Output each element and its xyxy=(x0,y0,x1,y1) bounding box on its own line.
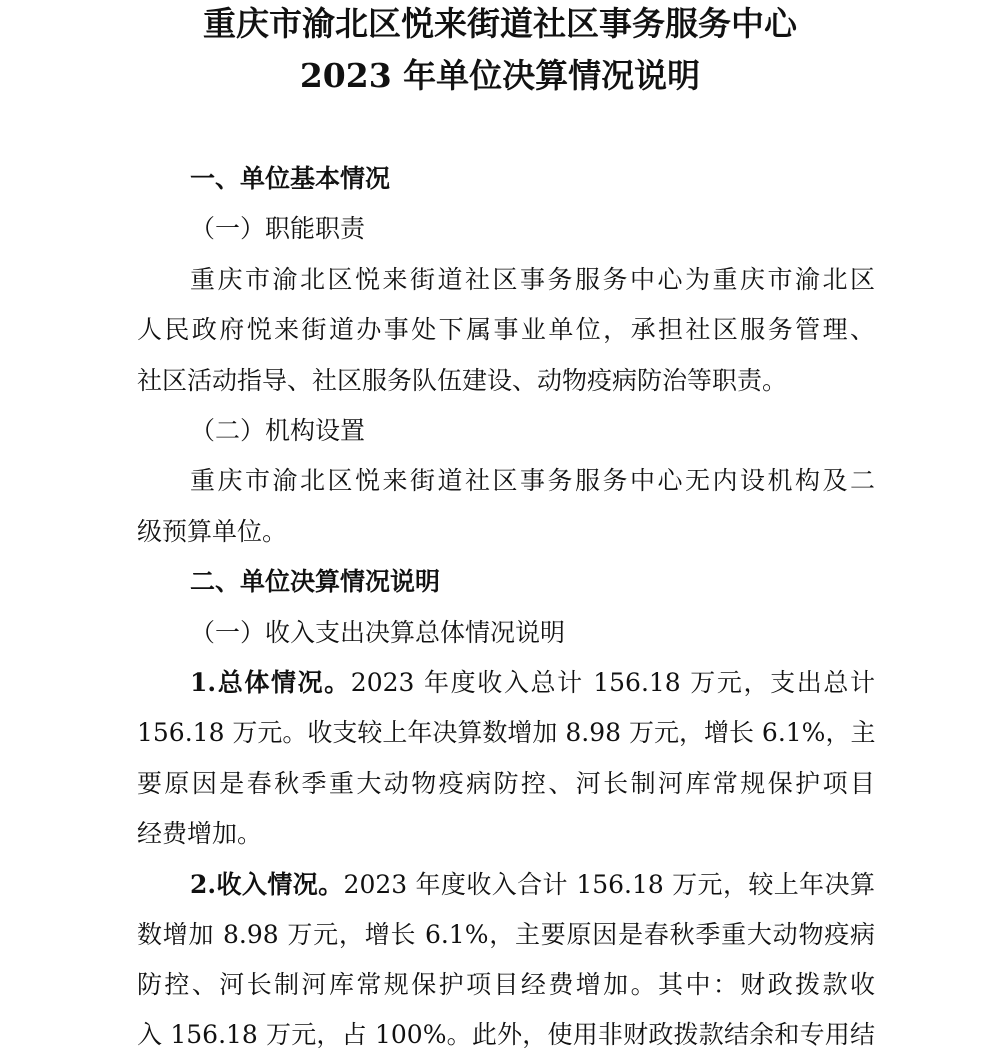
section-1-sub-2-heading: （二）机构设置 xyxy=(190,416,366,445)
paragraph-lead: 1.总体情况。 xyxy=(190,668,351,697)
section-2-heading: 二、单位决算情况说明 xyxy=(190,567,441,596)
paragraph-line: 要原因是春秋季重大动物疫病防控、河长制河库常规保护项目 xyxy=(137,769,875,798)
paragraph-first-line xyxy=(190,665,875,701)
paragraph-line: 社区活动指导、社区服务队伍建设、动物疫病防治等职责。 xyxy=(137,366,788,395)
paragraph-lead: 2.收入情况。 xyxy=(190,870,344,899)
section-1-sub-1-heading: （一）职能职责 xyxy=(190,214,366,243)
paragraph-line: 入 156.18 万元，占 100%。此外，使用非财政拨款结余和专用结 xyxy=(137,1020,875,1049)
document-title-line-1: 重庆市渝北区悦来街道社区事务服务中心 xyxy=(203,4,797,43)
paragraph-line: 重庆市渝北区悦来街道社区事务服务中心为重庆市渝北区 xyxy=(190,265,875,294)
document-title-line-2: 2023 年单位决算情况说明 xyxy=(299,56,701,95)
paragraph-text: 2023 年度收入合计 156.18 万元，较上年决算 xyxy=(343,870,875,899)
paragraph-line: 人民政府悦来街道办事处下属事业单位，承担社区服务管理、 xyxy=(137,315,875,344)
paragraph-line: 经费增加。 xyxy=(137,819,263,848)
paragraph-first-line xyxy=(190,867,875,903)
section-2-sub-1-heading: （一）收入支出决算总体情况说明 xyxy=(190,618,566,647)
paragraph-line: 重庆市渝北区悦来街道社区事务服务中心无内设机构及二 xyxy=(190,466,875,495)
paragraph-line: 156.18 万元。收支较上年决算数增加 8.98 万元，增长 6.1%，主 xyxy=(137,718,876,747)
section-1-heading: 一、单位基本情况 xyxy=(190,164,391,193)
paragraph-line: 防控、河长制河库常规保护项目经费增加。其中：财政拨款收 xyxy=(137,970,875,999)
paragraph-line: 级预算单位。 xyxy=(137,517,288,546)
paragraph-line: 数增加 8.98 万元，增长 6.1%，主要原因是春秋季重大动物疫病 xyxy=(137,920,875,949)
paragraph-text: 2023 年度收入总计 156.18 万元，支出总计 xyxy=(350,668,875,697)
